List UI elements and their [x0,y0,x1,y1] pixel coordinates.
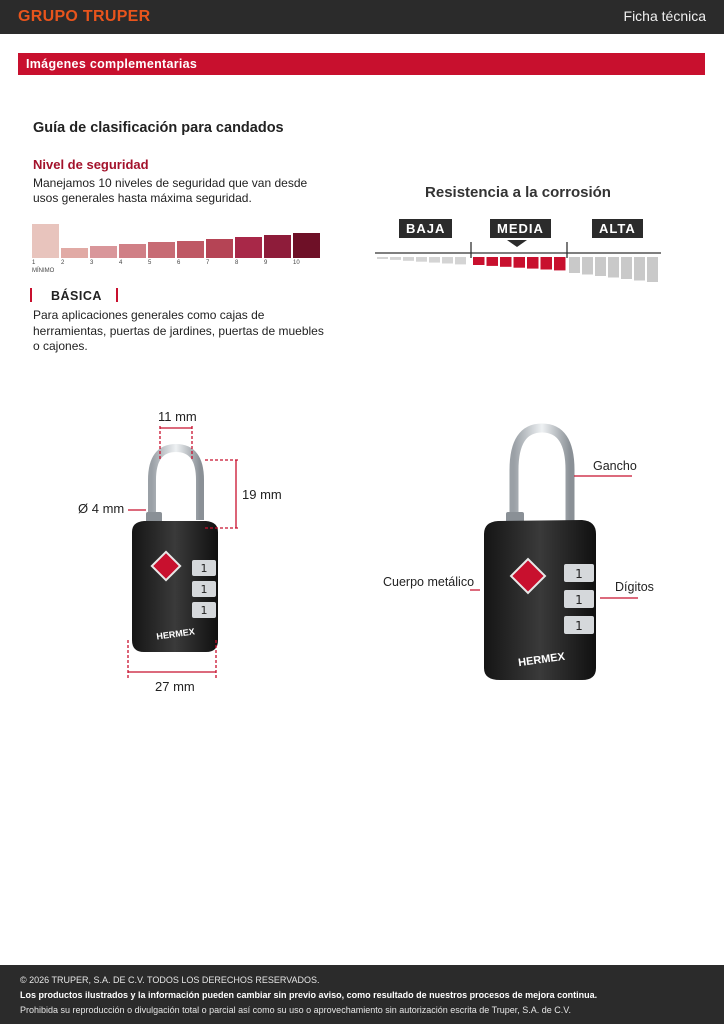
combination-dials [192,560,216,618]
selected-arrow-icon [507,240,527,247]
corrosion-segment [487,257,499,266]
shackle-height-label: 19 mm [242,487,282,502]
body-width-label: 27 mm [155,679,195,694]
corrosion-segment [608,257,619,278]
svg-text:1: 1 [575,619,583,633]
corrosion-segment [621,257,632,279]
svg-text:1: 1 [575,567,583,581]
section-title: Imágenes complementarias [26,57,198,71]
callout-shackle: Gancho [593,459,637,473]
combination-dials [564,564,594,634]
security-level-6 [177,241,204,259]
corrosion-segment [554,257,566,270]
corrosion-segment [595,257,606,276]
footer-copyright: © 2026 TRUPER, S.A. DE C.V. TODOS LOS DERECHOS RESERVADOS. [20,975,320,985]
corrosion-segment [455,257,466,264]
corrosion-segment [403,257,414,261]
corrosion-segment [634,257,645,281]
corrosion-segment [429,257,440,263]
corrosion-segment [390,257,401,260]
corrosion-segment [442,257,453,264]
security-level-5 [148,242,175,258]
section-header [18,53,705,75]
security-level-scale [30,220,330,280]
svg-text:1: 1 [200,562,208,575]
minimum-label: MÍNIMO [32,268,55,274]
corrosion-tag-medium: MEDIA [490,219,551,238]
corrosion-scale [373,215,663,285]
security-level-heading: Nivel de seguridad [33,157,149,172]
footer-legal: Prohibida su reproducción o divulgación total o parcial así como su uso o aprovechamiento sin autorización escrita de Truper, S.A. de C.V. [20,1005,571,1015]
security-level-number: 6 [177,260,181,266]
selected-level-indicator [30,288,130,304]
corrosion-segment [500,257,512,267]
shackle-width-label: 11 mm [158,409,197,424]
corrosion-segment [582,257,593,275]
svg-text:1: 1 [200,583,208,596]
selected-level-description: Para aplicaciones generales como cajas de herramientas, puertas de jardines, puertas de muebles o cajones. [33,308,324,353]
security-level-3 [90,246,117,258]
corrosion-title: Resistencia a la corrosión [425,184,611,201]
security-level-10 [293,233,320,258]
brand-mark: HERMEX [517,650,566,670]
corrosion-segment [514,257,526,268]
corrosion-segment [541,257,553,270]
guide-title: Guía de clasificación para candados [33,120,284,136]
security-level-2 [61,248,88,258]
corrosion-segment [473,257,485,265]
footer [0,965,724,1024]
shackle-diameter-label: Ø 4 mm [78,501,125,516]
corrosion-tag-high: ALTA [592,219,643,238]
security-level-number: 10 [293,260,300,266]
security-level-number: 3 [90,260,94,266]
security-level-1 [32,224,59,258]
security-level-number: 5 [148,260,152,266]
corrosion-segment [377,257,388,259]
shackle [152,448,200,520]
padlock-dimension-drawing [110,420,260,680]
callout-digits: Dígitos [615,580,654,594]
security-level-number: 7 [206,260,210,266]
security-level-9 [264,235,291,258]
footer-notice: Los productos ilustrados y la información pueden cambiar sin previo aviso, como resultado de nuestros procesos de mejora continua. [20,990,598,1000]
selected-level-label: BÁSICA [51,289,102,303]
indicator-tick-left [30,288,32,302]
svg-text:1: 1 [200,604,208,617]
brand-mark: HERMEX [155,626,196,642]
corrosion-segment [527,257,539,269]
security-level-number: 9 [264,260,268,266]
security-level-description: Manejamos 10 niveles de seguridad que van desde usos generales hasta máxima seguridad. [33,176,308,205]
corrosion-segment [569,257,580,273]
security-level-8 [235,237,262,258]
security-level-number: 8 [235,260,239,266]
security-level-4 [119,244,146,258]
svg-text:1: 1 [575,593,583,607]
security-level-number: 4 [119,260,123,266]
corrosion-segment [416,257,427,262]
indicator-tick-right [116,288,118,302]
corrosion-tag-low: BAJA [399,219,452,238]
security-level-7 [206,239,233,258]
document-type: Ficha técnica [623,8,706,24]
top-bar [0,0,724,34]
corrosion-segment [647,257,658,282]
corrosion-bar-graphic [373,215,663,285]
security-level-number: 1 [32,260,36,266]
brand-logo: GRUPO TRUPER [18,8,151,25]
callout-body: Cuerpo metálico [383,575,475,589]
security-level-number: 2 [61,260,65,266]
